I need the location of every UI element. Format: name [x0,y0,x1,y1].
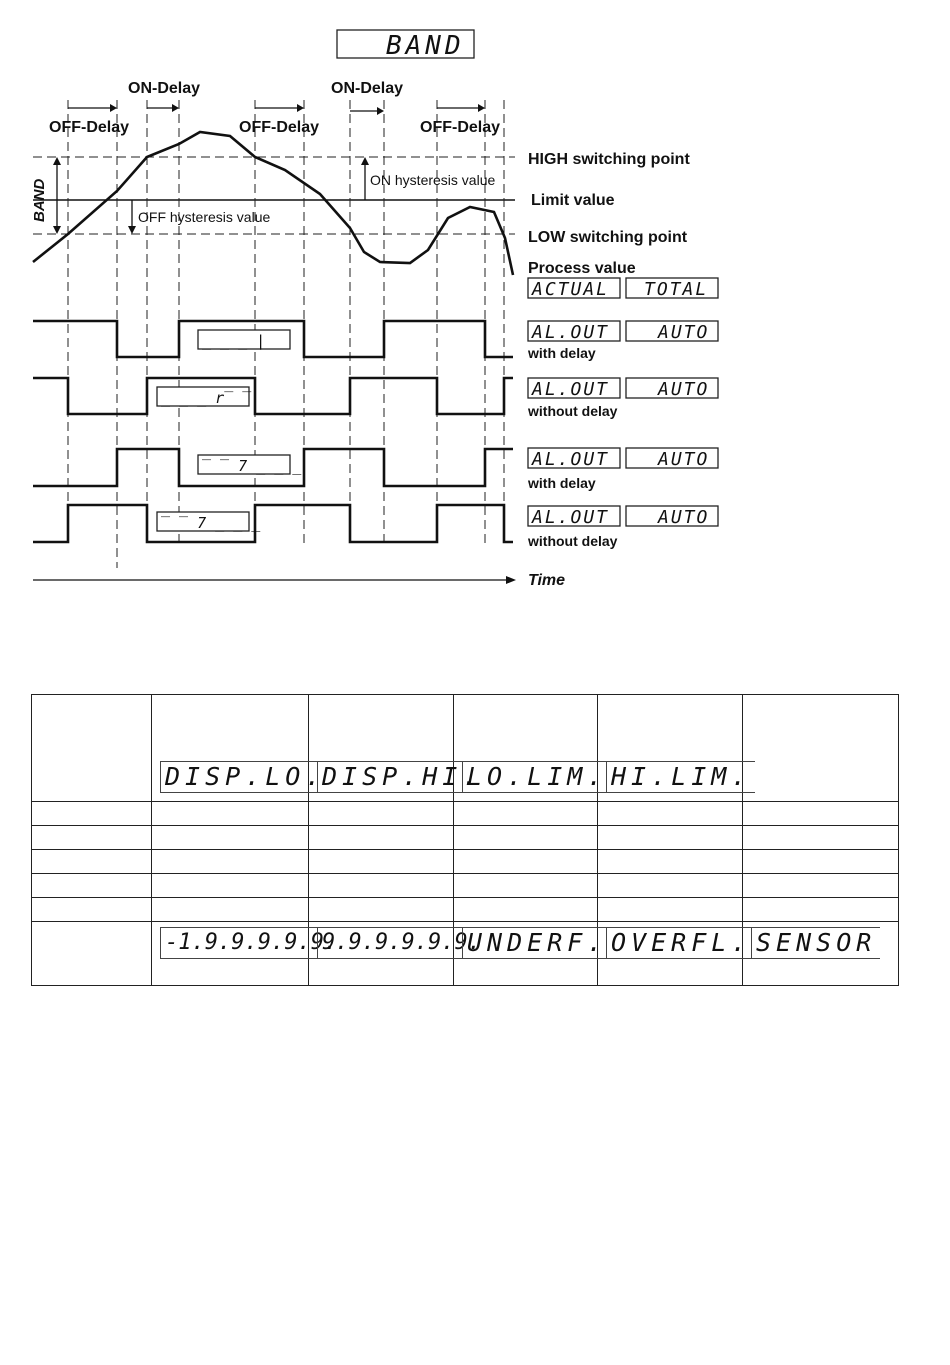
on-hysteresis-indicator [361,157,495,200]
table-row [32,826,899,850]
limits-cell [743,922,899,986]
disp-hi-display: DISP.HI. [317,761,486,793]
max-display-value: 9.9.9.9.9.9. [317,927,485,959]
disp-lo-display: DISP.LO. [160,761,329,793]
header-cell [454,695,608,802]
overflow-display: OVERFL. [606,927,755,959]
table-row [32,874,899,898]
off-delay-label-2: OFF-Delay [239,119,320,136]
output-display-2 [157,387,252,407]
min-display-value: -1.9.9.9.9.9. [160,927,341,959]
band-axis-label: BAND [31,178,48,222]
output-display-3 [198,455,302,475]
limits-cell [32,922,152,986]
output-mode-4 [527,506,718,549]
table-row [32,850,899,874]
output-wave-4 [33,505,513,542]
underflow-display: UNDERF. [462,927,611,959]
svg-text:‾ ‾ 7 _ _ _: ‾ ‾ 7 _ _ _ [202,457,302,475]
svg-text:AUTO: AUTO [658,322,710,343]
svg-text:AL.OUT: AL.OUT [532,379,610,400]
svg-text:_ _ _ r‾ ‾: _ _ _ r‾ ‾ [161,389,252,407]
limits-cell [309,922,481,986]
on-delay-label-1: ON-Delay [128,80,201,97]
svg-text:AL.OUT: AL.OUT [532,449,610,470]
output-mode-3 [527,448,718,491]
svg-text:AUTO: AUTO [658,449,710,470]
header-cell [598,695,752,802]
total-display: TOTAL [644,279,709,300]
process-displays [528,278,718,300]
output-display-1 [198,330,290,350]
output-mode-1 [527,321,718,361]
table-limits-row [32,922,899,986]
caption-with-delay-2: with delay [528,475,596,491]
sensor-display: SENSOR [751,927,880,959]
high-switching-label: HIGH switching point [528,151,690,168]
svg-text:AL.OUT: AL.OUT [532,507,610,528]
output-display-4 [157,512,261,532]
lo-lim-display: LO.LIM. [462,761,611,793]
header-cell [32,695,152,802]
on-hysteresis-label: ON hysteresis value [370,172,496,188]
band-timing-diagram [0,0,950,640]
svg-text:AUTO: AUTO [658,507,710,528]
limit-value-label: Limit value [531,192,615,209]
output-mode-2 [527,378,718,419]
header-cell [309,695,483,802]
time-axis [33,572,565,589]
time-axis-label: Time [528,572,566,589]
delay-arrows [68,104,485,115]
svg-text:AL.OUT: AL.OUT [532,322,610,343]
on-delay-label-2: ON-Delay [331,80,404,97]
limits-cell [454,922,608,986]
output-wave-2 [33,378,513,414]
table-row [32,802,899,826]
header-cell [152,695,326,802]
limits-cell [152,922,338,986]
caption-without-delay-2: without delay [528,533,618,549]
table-row [32,898,899,922]
process-value-curve [33,132,513,275]
actual-display: ACTUAL [532,279,610,300]
svg-text:‾ ‾ 7 _ _ _: ‾ ‾ 7 _ _ _ [161,514,261,532]
off-delay-label-3: OFF-Delay [420,119,501,136]
hi-lim-display: HI.LIM. [606,761,755,793]
parameter-limits-table [31,694,899,986]
header-cell [743,695,899,802]
band-title-text: BAND [386,31,465,61]
limits-cell [598,922,752,986]
off-delay-label-1: OFF-Delay [49,119,130,136]
off-hysteresis-indicator [128,200,270,234]
svg-text:AUTO: AUTO [658,379,710,400]
caption-without-delay-1: without delay [528,403,618,419]
process-value-label: Process value [528,260,636,277]
svg-text:_ _ _ |: _ _ _ | [202,332,266,350]
table-header-row [32,695,899,802]
caption-with-delay-1: with delay [528,345,596,361]
off-hysteresis-label: OFF hysteresis value [138,209,271,225]
low-switching-label: LOW switching point [528,229,688,246]
band-title-display [337,30,474,61]
band-axis [31,157,61,234]
